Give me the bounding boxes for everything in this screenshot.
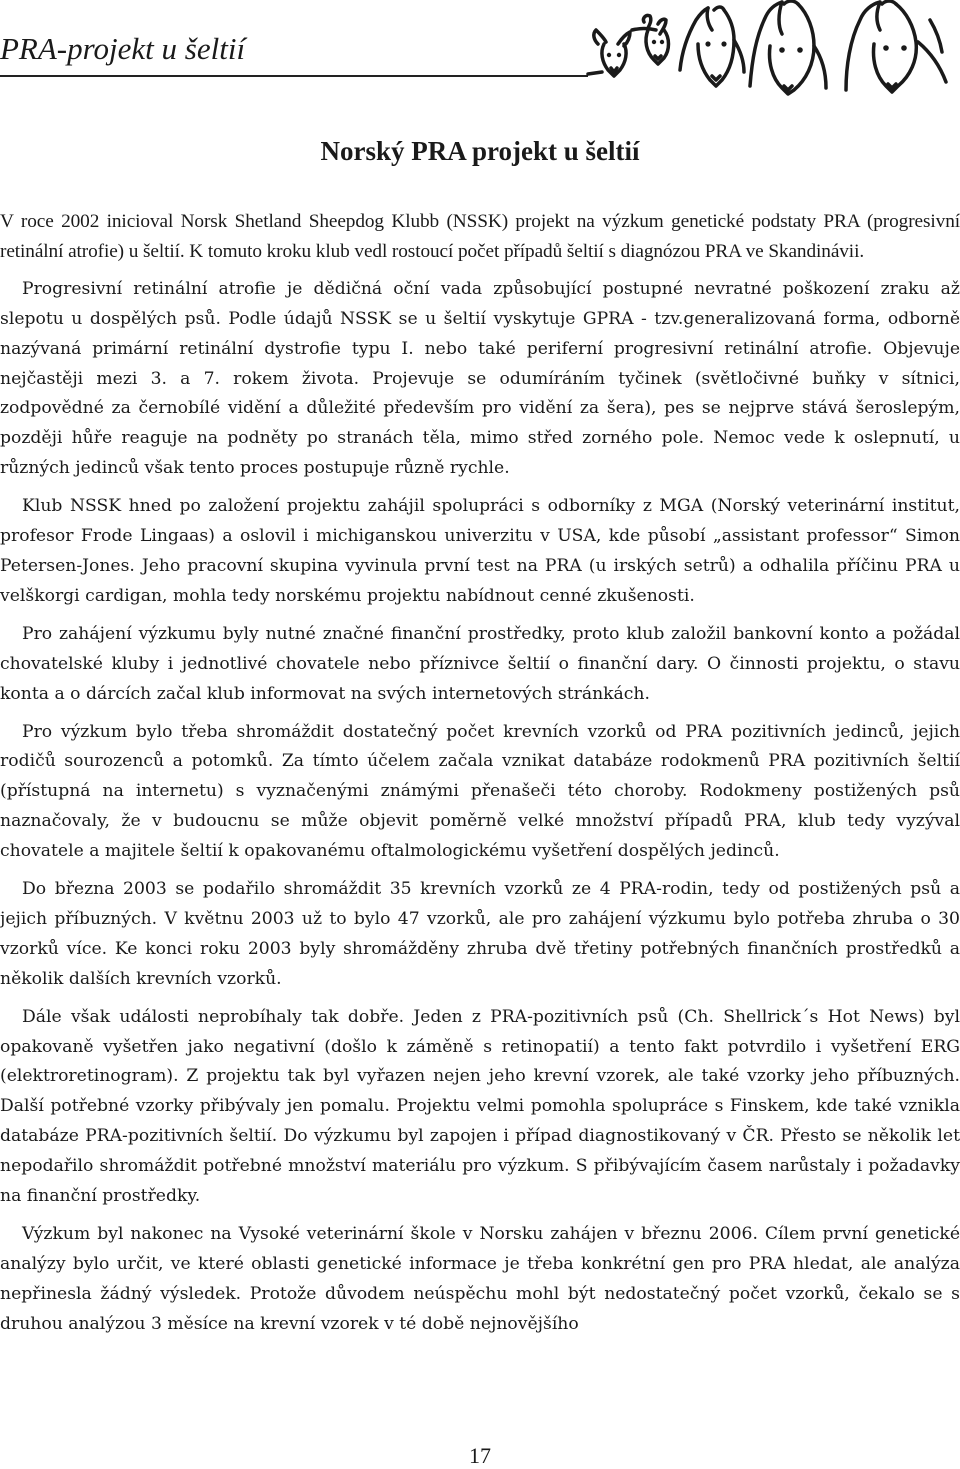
header-rule [0, 75, 588, 77]
page-number: 17 [469, 1443, 491, 1468]
paragraph: Pro zahájení výzkumu byly nutné značné finanční prostředky, proto klub založil bankovní konto a požádal chovatelské kluby i jednotlivé chovatele nebo příznivce šeltií o finanční dary. O činnosti projektu, o stavu konta a o dárcích začal klub informovat na svých internetových stránkách. [0, 623, 960, 704]
article-body [0, 207, 960, 1348]
dog-heads-logo-icon [584, 0, 960, 96]
paragraph: Do března 2003 se podařilo shromáždit 35 krevních vzorků ze 4 PRA-rodin, tedy od postižených psů a jejich příbuzných. V květnu 2003 už to bylo 47 vzorků, ale pro zahájení výzkumu bylo potřeba zhruba o 30 vzorků více. Ke konci roku 2003 byly shromážděny zhruba dvě třetiny potřebných finančních prostředků a několik dalších krevních vzorků. [0, 879, 960, 989]
article-title: Norský PRA projekt u šeltií [320, 136, 640, 166]
paragraph: Klub NSSK hned po založení projektu zahájil spolupráci s odborníky z MGA (Norský veterinární institut, profesor Frode Lingaas) a oslovil i michiganskou univerzitu v USA, kde působí „assistant professor“ Simon Petersen-Jones. Jeho pracovní skupina vyvinula první test na PRA (u irských setrů) a odhalila příčinu PRA u velškorgi cardigan, mohla tedy norskému projektu nabídnout cenné zkušenosti. [0, 496, 960, 606]
paragraph: V roce 2002 inicioval Norsk Shetland Sheepdog Klubb (NSSK) projekt na výzkum genetické podstaty PRA (progresivní retinální atrofie) u šeltií. K tomuto kroku klub vedl rostoucí počet případů šeltií s diagnózou PRA ve Skandinávii. [0, 211, 960, 262]
paragraph: Progresivní retinální atrofie je dědičná oční vada způsobující postupné nevratné poškození zraku až slepotu u dospělých psů. Podle údajů NSSK se u šeltií vyskytuje GPRA - tzv.generalizovaná forma, odborně nazývaná primární retinální dystrofie typu I. nebo také periferní progresivní retinální atrofie. Objevuje nejčastěji mezi 3. a 7. rokem života. Projevuje se odumíráním tyčinek (světločivné buňky v sítnici, zodpovědné za černobílé vidění a důležité především pro vidění za šera), pes se nejprve stává šeroslepým, později hůře reaguje na podněty po stranách těla, mimo střed zorného pole. Nemoc vede k oslepnutí, u různých jedinců však tento proces postupuje různě rychle. [0, 278, 960, 479]
running-title: PRA-projekt u šeltií [0, 31, 246, 66]
paragraph: Výzkum byl nakonec na Vysoké veterinární škole v Norsku zahájen v březnu 2006. Cílem první genetické analýzy bylo určit, ve které oblasti genetické informace je třeba konkrétní gen pro PRA hledat, ale analýza nepřinesla žádný výsledek. Protože důvodem neúspěchu mohl být nedostatečný počet vzorků, čekalo se s druhou analýzou 3 měsíce na krevní vzorek v té době nejnovějšího [0, 1224, 960, 1334]
paragraph: Dále však události neprobíhaly tak dobře. Jeden z PRA-pozitivních psů (Ch. Shellrick´s Hot News) byl opakovaně vyšetřen jako negativní (došlo k záměně s retinopatií) a tento fakt potvrdilo i vyšetření ERG (elektroretinogram). Z projektu tak byl vyřazen nejen jeho krevní vzorek, ale také vzorky jeho příbuzných. Další potřebné vzorky přibývaly jen pomalu. Projektu velmi pomohla spolupráce s Finskem, kde také vznikla databáze PRA-pozitivních šeltií. Do výzkumu byl zapojen i případ diagnostikovaný v ČR. Přesto se několik let nepodařilo shromáždit potřebné množství materiálu pro výzkum. S přibývajícím časem narůstaly i požadavky na finanční prostředky. [0, 1006, 960, 1207]
paragraph: Pro výzkum bylo třeba shromáždit dostatečný počet krevních vzorků od PRA pozitivních jedinců, jejich rodičů sourozenců a potomků. Za tímto účelem začala vznikat databáze rodokmenů PRA pozitivních šeltií (přístupná na internetu) s vyznačenými známými přenašeči této choroby. Rodokmeny postižených psů naznačovaly, že v budoucnu se může objevit poměrně velké množství případů PRA, klub tedy vyzýval chovatele a majitele šeltií k opakovanému oftalmologickému vyšetření dospělých jedinců. [0, 721, 960, 862]
